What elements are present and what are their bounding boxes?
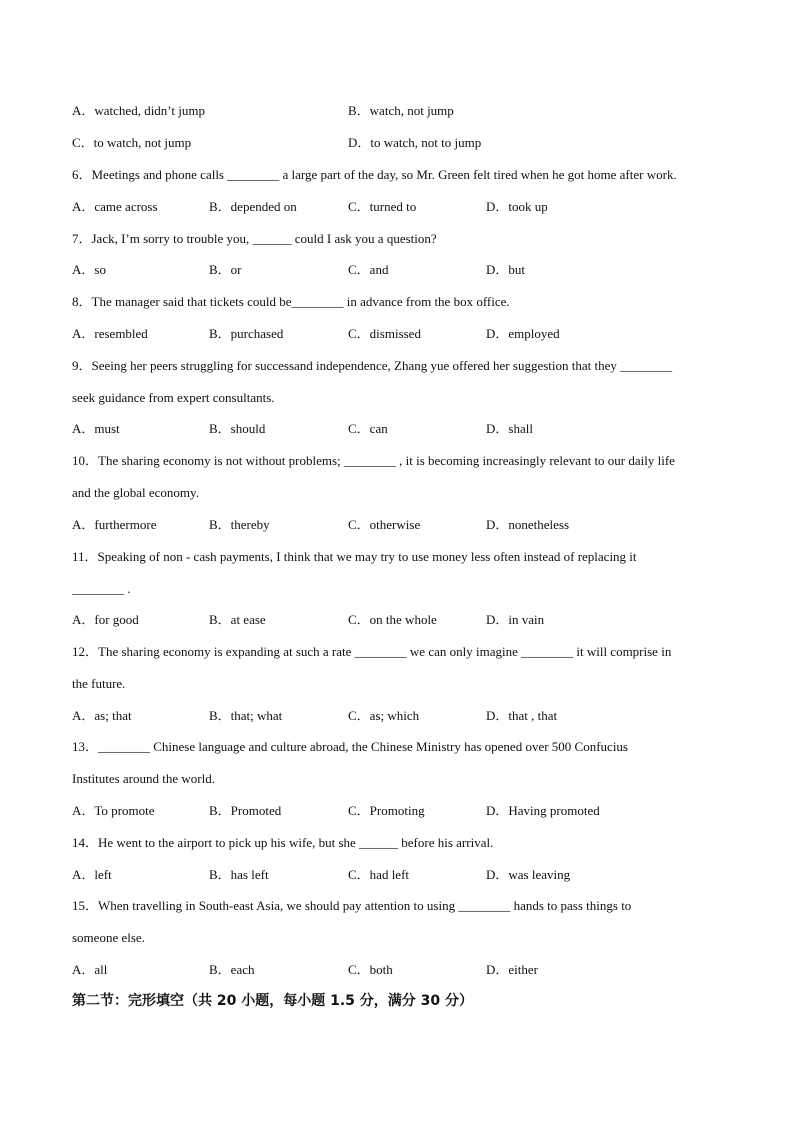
question-10-text: 10．The sharing economy is not without problems; ________ , it is becoming increasingly relevant to our daily life [72, 453, 675, 468]
question-6-text: 6．Meetings and phone calls ________ a large part of the day, so Mr. Green felt tired when he got home after work. [72, 167, 677, 182]
q12-option-c: C．as; which [348, 708, 420, 723]
section-heading: 第二节：完形填空（共 20 小题，每小题 1.5 分，满分 30 分） [72, 993, 474, 1009]
q9-option-c: C．can [348, 421, 388, 436]
option-d: D．to watch, not to jump [348, 135, 482, 150]
q15-option-c: C．both [348, 962, 393, 977]
question-14-text: 14．He went to the airport to pick up his wife, but she ______ before his arrival. [72, 835, 494, 850]
q15-option-d: D．either [486, 962, 538, 977]
q6-option-b: B．depended on [209, 199, 297, 214]
q6-option-c: C．turned to [348, 199, 417, 214]
q13-option-b: B．Promoted [209, 803, 282, 818]
q14-option-b: B．has left [209, 867, 269, 882]
q8-option-c: C．dismissed [348, 326, 421, 341]
question-15-text-cont: someone else. [72, 930, 145, 945]
q10-option-c: C．otherwise [348, 517, 421, 532]
question-11-text-cont: ________ . [72, 581, 131, 596]
q13-option-a: A．To promote [72, 803, 155, 818]
q10-option-b: B．thereby [209, 517, 270, 532]
question-9-text: 9．Seeing her peers struggling for successand independence, Zhang yue offered her suggestion that they ________ [72, 358, 673, 373]
q7-option-c: C．and [348, 262, 389, 277]
q14-option-d: D．was leaving [486, 867, 571, 882]
question-12-text-cont: the future. [72, 676, 126, 691]
q8-option-a: A．resembled [72, 326, 148, 341]
q9-option-a: A．must [72, 421, 120, 436]
q12-option-a: A．as; that [72, 708, 132, 723]
question-11-text: 11．Speaking of non - cash payments, I think that we may try to use money less often instead of replacing it [72, 549, 637, 564]
q7-option-d: D．but [486, 262, 526, 277]
question-9-text-cont: seek guidance from expert consultants. [72, 390, 275, 405]
q13-option-c: C．Promoting [348, 803, 425, 818]
q11-option-a: A．for good [72, 612, 139, 627]
q7-option-b: B．or [209, 262, 242, 277]
q8-option-d: D．employed [486, 326, 560, 341]
q9-option-d: D．shall [486, 421, 533, 436]
q13-option-d: D．Having promoted [486, 803, 600, 818]
option-c: C．to watch, not jump [72, 135, 192, 150]
q9-option-b: B．should [209, 421, 266, 436]
option-b: B．watch, not jump [348, 103, 454, 118]
q8-option-b: B．purchased [209, 326, 284, 341]
q15-option-a: A．all [72, 962, 108, 977]
q12-option-d: D．that , that [486, 708, 558, 723]
option-a: A．watched, didn’t jump [72, 103, 205, 118]
q6-option-a: A．came across [72, 199, 158, 214]
q11-option-c: C．on the whole [348, 612, 437, 627]
q15-option-b: B．each [209, 962, 255, 977]
question-7-text: 7．Jack, I’m sorry to trouble you, ______ could I ask you a question? [72, 231, 437, 246]
q11-option-d: D．in vain [486, 612, 545, 627]
q12-option-b: B．that; what [209, 708, 283, 723]
question-13-text: 13．________ Chinese language and culture abroad, the Chinese Ministry has opened over 500 Confucius [72, 739, 628, 754]
question-8-text: 8．The manager said that tickets could be________ in advance from the box office. [72, 294, 510, 309]
question-10-text-cont: and the global economy. [72, 485, 199, 500]
q14-option-a: A．left [72, 867, 112, 882]
question-13-text-cont: Institutes around the world. [72, 771, 215, 786]
q11-option-b: B．at ease [209, 612, 266, 627]
q6-option-d: D．took up [486, 199, 548, 214]
question-12-text: 12．The sharing economy is expanding at such a rate ________ we can only imagine ________ it will comprise in [72, 644, 672, 659]
q10-option-d: D．nonetheless [486, 517, 570, 532]
q7-option-a: A．so [72, 262, 106, 277]
question-15-text: 15．When travelling in South-east Asia, we should pay attention to using ________ hands to pass things to [72, 898, 632, 913]
q10-option-a: A．furthermore [72, 517, 157, 532]
q14-option-c: C．had left [348, 867, 410, 882]
